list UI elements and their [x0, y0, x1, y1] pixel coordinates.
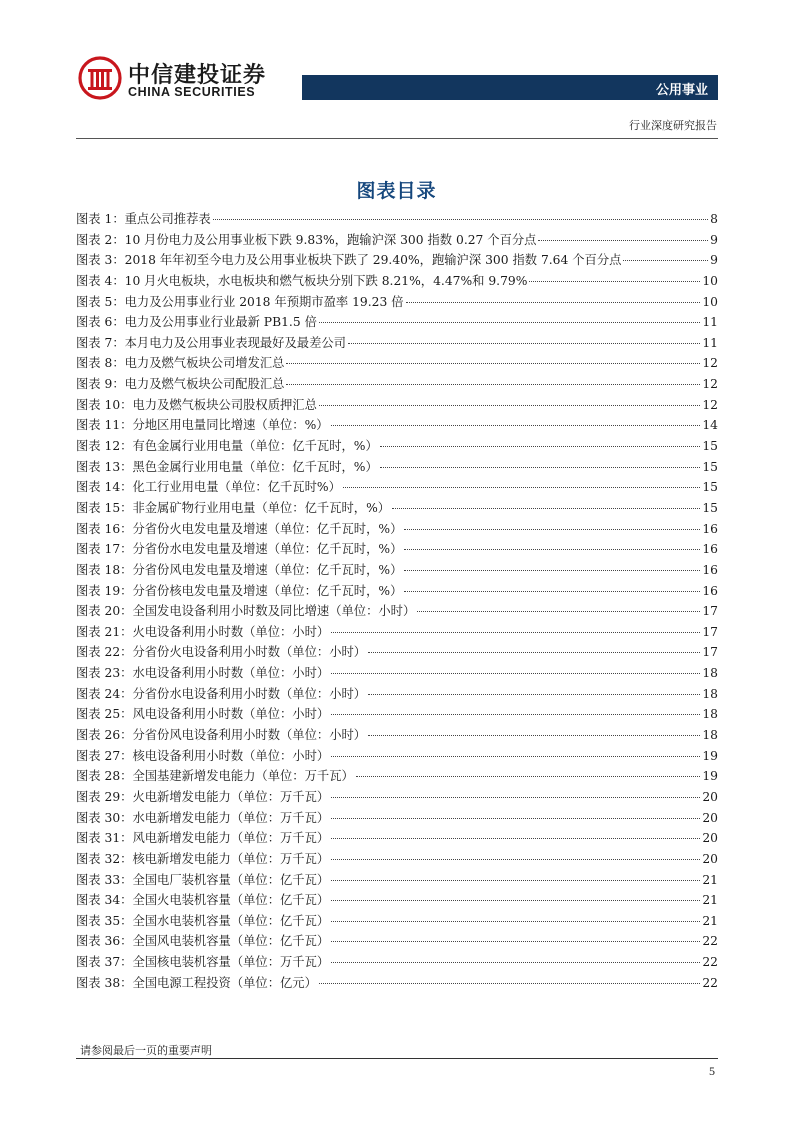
toc-entry-page: 15: [702, 459, 718, 474]
toc-entry[interactable]: [76, 952, 718, 973]
toc-entry-page: 20: [702, 810, 718, 825]
toc-entry[interactable]: [76, 828, 718, 849]
toc-entry[interactable]: [76, 436, 718, 457]
sector-label: 公用事业: [655, 83, 708, 98]
toc-leader-dots: [356, 776, 701, 777]
toc-entry-label: 图表 7：本月电力及公用事业表现最好及最差公司: [76, 335, 346, 350]
toc-leader-dots: [331, 714, 700, 715]
toc-entry-label: 图表 20：全国发电设备利用小时数及同比增速（单位：小时）: [76, 604, 416, 619]
toc-leader-dots: [331, 941, 700, 942]
toc-entry[interactable]: [76, 787, 718, 808]
toc-entry[interactable]: [76, 353, 718, 374]
sector-bar: [302, 75, 718, 100]
toc-leader-dots: [286, 363, 700, 364]
toc-entry-label: 图表 8：电力及燃气板块公司增发汇总: [76, 356, 285, 371]
toc-entry[interactable]: [76, 374, 718, 395]
toc-entry[interactable]: [76, 746, 718, 767]
toc-leader-dots: [331, 921, 700, 922]
toc-entry-label: 图表 26：分省份风电设备利用小时数（单位：小时）: [76, 728, 367, 743]
toc-entry[interactable]: [76, 663, 718, 684]
toc-entry-label: 图表 33：全国电厂装机容量（单位：亿千瓦）: [76, 872, 330, 887]
toc-entry-page: 15: [702, 480, 718, 495]
toc-entry[interactable]: [76, 292, 718, 313]
toc-entry-page: 10: [702, 273, 718, 288]
toc-title: 图表目录: [356, 180, 437, 202]
toc-entry-label: 图表 37：全国核电装机容量（单位：万千瓦）: [76, 955, 330, 970]
toc-entry-page: 15: [702, 500, 718, 515]
toc-leader-dots: [368, 694, 700, 695]
toc-entry-page: 20: [702, 789, 718, 804]
toc-entry-label: 图表 30：水电新增发电能力（单位：万千瓦）: [76, 810, 330, 825]
toc-entry-label: 图表 23：水电设备利用小时数（单位：小时）: [76, 666, 330, 681]
toc-leader-dots: [331, 900, 700, 901]
toc-entry-page: 17: [702, 624, 718, 639]
toc-leader-dots: [331, 673, 700, 674]
toc-entry[interactable]: [76, 704, 718, 725]
toc-leader-dots: [331, 962, 700, 963]
toc-entry-page: 19: [702, 769, 718, 784]
toc-entry[interactable]: [76, 808, 718, 829]
toc-leader-dots: [404, 570, 700, 571]
toc-entry[interactable]: [76, 312, 718, 333]
toc-entry-page: 8: [710, 212, 718, 226]
toc-entry-label: 图表 27：核电设备利用小时数（单位：小时）: [76, 748, 330, 763]
toc-leader-dots: [538, 240, 708, 241]
toc-entry[interactable]: [76, 973, 718, 994]
toc-entry-page: 17: [702, 604, 718, 619]
toc-leader-dots: [623, 260, 708, 261]
toc-entry[interactable]: [76, 415, 718, 436]
toc-entry-page: 20: [702, 831, 718, 846]
toc-entry[interactable]: [76, 849, 718, 870]
toc-entry[interactable]: [76, 890, 718, 911]
toc-entry[interactable]: [76, 519, 718, 540]
toc-entry[interactable]: [76, 560, 718, 581]
toc-entry-page: 9: [710, 232, 718, 247]
toc-entry-label: 图表 12：有色金属行业用电量（单位：亿千瓦时，%）: [76, 439, 378, 454]
toc-entry-page: 18: [702, 728, 718, 743]
toc-entry-page: 16: [702, 562, 718, 577]
toc-entry[interactable]: [76, 581, 718, 602]
toc-entry-page: 14: [702, 418, 718, 433]
toc-leader-dots: [417, 611, 700, 612]
toc-entry[interactable]: [76, 477, 718, 498]
toc-entry-label: 图表 14：化工行业用电量（单位：亿千瓦时%）: [76, 480, 341, 495]
toc-entry-label: 图表 13：黑色金属行业用电量（单位：亿千瓦时，%）: [76, 459, 378, 474]
toc-leader-dots: [368, 735, 700, 736]
toc-entry-page: 16: [702, 583, 718, 598]
toc-entry-page: 18: [702, 707, 718, 722]
toc-entry-page: 11: [702, 335, 718, 350]
toc-entry-label: 图表 25：风电设备利用小时数（单位：小时）: [76, 707, 330, 722]
toc-entry-page: 18: [702, 686, 718, 701]
toc-entry[interactable]: [76, 209, 718, 230]
toc-leader-dots: [380, 467, 701, 468]
toc-entry[interactable]: [76, 250, 718, 271]
toc-leader-dots: [368, 652, 700, 653]
toc-leader-dots: [319, 405, 700, 406]
toc-entry-label: 图表 9：电力及燃气板块公司配股汇总: [76, 377, 285, 392]
toc-entry-page: 17: [702, 645, 718, 660]
toc-entry[interactable]: [76, 931, 718, 952]
toc-entry-page: 10: [702, 294, 718, 309]
china-securities-logo-icon: [78, 56, 122, 100]
toc-entry-label: 图表 16：分省份火电发电量及增速（单位：亿千瓦时，%）: [76, 521, 403, 536]
toc-entry[interactable]: [76, 539, 718, 560]
toc-entry-label: 图表 35：全国水电装机容量（单位：亿千瓦）: [76, 913, 330, 928]
toc-entry[interactable]: [76, 271, 718, 292]
toc-leader-dots: [392, 508, 700, 509]
toc-entry-label: 图表 6：电力及公用事业行业最新 PB1.5 倍: [76, 315, 317, 330]
toc-leader-dots: [380, 446, 701, 447]
toc-leader-dots: [331, 880, 700, 881]
toc-entry-page: 22: [702, 934, 718, 949]
toc-entry-label: 图表 24：分省份水电设备利用小时数（单位：小时）: [76, 686, 367, 701]
toc-entry-label: 图表 1：重点公司推荐表: [76, 212, 211, 226]
figure-toc-list: [76, 209, 718, 993]
toc-entry-label: 图表 4：10 月火电板块，水电板块和燃气板块分别下跌 8.21%，4.47%和 9.79%: [76, 273, 528, 288]
toc-leader-dots: [331, 756, 700, 757]
toc-entry-label: 图表 32：核电新增发电能力（单位：万千瓦）: [76, 851, 330, 866]
toc-leader-dots: [331, 425, 701, 426]
toc-leader-dots: [319, 322, 700, 323]
toc-entry-label: 图表 22：分省份火电设备利用小时数（单位：小时）: [76, 645, 367, 660]
header-divider: [76, 138, 718, 139]
toc-entry-page: 12: [702, 377, 718, 392]
toc-entry-page: 22: [702, 955, 718, 970]
toc-entry[interactable]: [76, 870, 718, 891]
toc-entry-page: 12: [702, 397, 718, 412]
toc-entry[interactable]: [76, 622, 718, 643]
toc-entry-label: 图表 29：火电新增发电能力（单位：万千瓦）: [76, 789, 330, 804]
toc-leader-dots: [529, 281, 700, 282]
toc-leader-dots: [404, 529, 700, 530]
toc-entry-page: 21: [702, 872, 718, 887]
toc-leader-dots: [213, 219, 708, 220]
toc-entry-page: 15: [702, 439, 718, 454]
toc-entry-page: 11: [702, 315, 718, 330]
report-type: 行业深度研究报告: [629, 119, 717, 132]
toc-entry[interactable]: [76, 911, 718, 932]
toc-leader-dots: [348, 343, 700, 344]
toc-leader-dots: [286, 384, 700, 385]
toc-leader-dots: [319, 983, 700, 984]
toc-entry-label: 图表 31：风电新增发电能力（单位：万千瓦）: [76, 831, 330, 846]
toc-entry[interactable]: [76, 230, 718, 251]
toc-entry-page: 19: [702, 748, 718, 763]
footer-divider: [76, 1058, 718, 1059]
toc-entry-page: 12: [702, 356, 718, 371]
toc-entry-label: 图表 36：全国风电装机容量（单位：亿千瓦）: [76, 934, 330, 949]
page-header: [0, 0, 793, 145]
toc-entry-page: 20: [702, 851, 718, 866]
toc-entry-label: 图表 10：电力及燃气板块公司股权质押汇总: [76, 397, 317, 412]
toc-entry-page: 16: [702, 521, 718, 536]
toc-leader-dots: [404, 549, 700, 550]
toc-entry-label: 图表 28：全国基建新增发电能力（单位：万千瓦）: [76, 769, 354, 784]
toc-entry-label: 图表 15：非金属矿物行业用电量（单位：亿千瓦时，%）: [76, 500, 391, 515]
toc-entry-label: 图表 18：分省份风电发电量及增速（单位：亿千瓦时，%）: [76, 562, 403, 577]
toc-entry[interactable]: [76, 333, 718, 354]
toc-entry-label: 图表 17：分省份水电发电量及增速（单位：亿千瓦时，%）: [76, 542, 403, 557]
toc-entry[interactable]: [76, 498, 718, 519]
toc-entry-page: 16: [702, 542, 718, 557]
toc-entry-label: 图表 2：10 月份电力及公用事业板下跌 9.83%，跑输沪深 300 指数 0.27 个百分点: [76, 232, 537, 247]
toc-entry-label: 图表 3：2018 年年初至今电力及公用事业板块下跌了 29.40%，跑输沪深 300 指数 7.64 个百分点: [76, 253, 622, 268]
brand-name-en: CHINA SECURITIES: [128, 85, 256, 99]
toc-entry-page: 21: [702, 913, 718, 928]
page-number: 5: [709, 1064, 715, 1078]
brand-name-cn: 中信建投证券: [128, 63, 267, 88]
toc-leader-dots: [404, 591, 700, 592]
disclaimer: 请参阅最后一页的重要声明: [80, 1044, 212, 1057]
toc-entry[interactable]: [76, 395, 718, 416]
toc-entry[interactable]: [76, 457, 718, 478]
toc-leader-dots: [331, 838, 700, 839]
toc-entry-page: 18: [702, 666, 718, 681]
toc-entry-label: 图表 11：分地区用电量同比增速（单位：%）: [76, 418, 329, 433]
toc-leader-dots: [343, 487, 700, 488]
toc-entry-label: 图表 5：电力及公用事业行业 2018 年预期市盈率 19.23 倍: [76, 294, 404, 309]
toc-entry-page: 9: [710, 253, 718, 268]
toc-entry-label: 图表 34：全国火电装机容量（单位：亿千瓦）: [76, 893, 330, 908]
toc-leader-dots: [331, 797, 700, 798]
toc-entry-page: 22: [702, 975, 718, 990]
toc-entry[interactable]: [76, 766, 718, 787]
toc-leader-dots: [331, 859, 700, 860]
toc-leader-dots: [331, 632, 700, 633]
toc-entry-page: 21: [702, 893, 718, 908]
toc-entry-label: 图表 21：火电设备利用小时数（单位：小时）: [76, 624, 330, 639]
toc-entry-label: 图表 19：分省份核电发电量及增速（单位：亿千瓦时，%）: [76, 583, 403, 598]
toc-entry-label: 图表 38：全国电源工程投资（单位：亿元）: [76, 975, 317, 990]
toc-entry[interactable]: [76, 642, 718, 663]
toc-entry[interactable]: [76, 725, 718, 746]
toc-leader-dots: [331, 818, 700, 819]
toc-entry[interactable]: [76, 684, 718, 705]
toc-entry[interactable]: [76, 601, 718, 622]
toc-leader-dots: [406, 302, 701, 303]
